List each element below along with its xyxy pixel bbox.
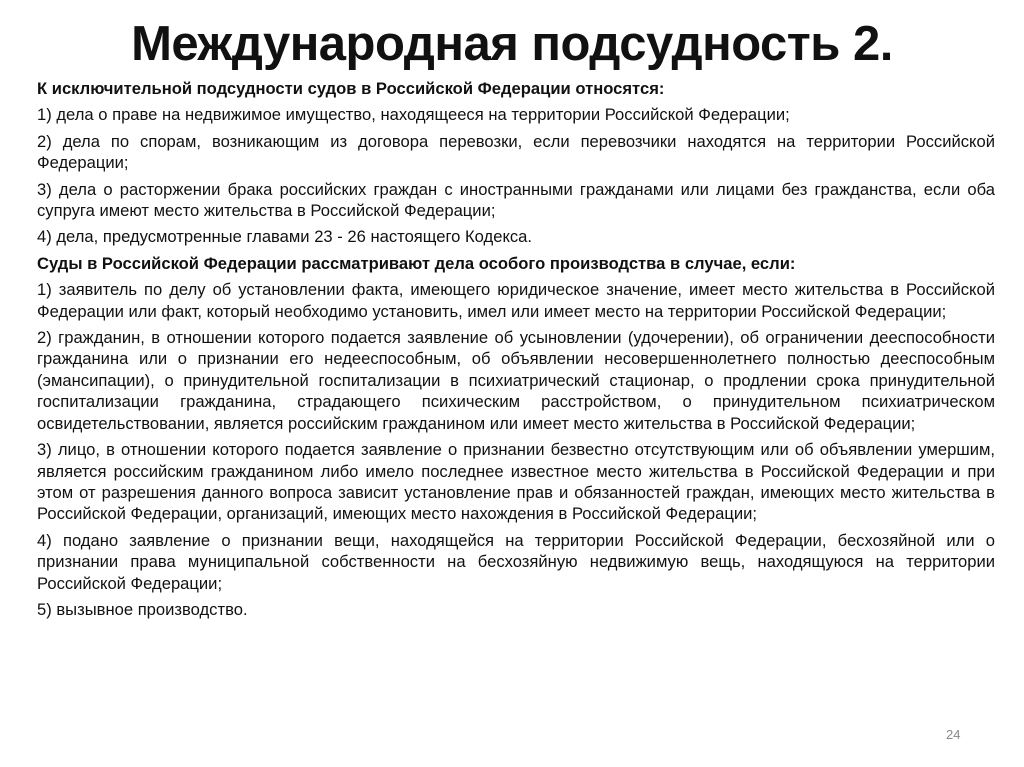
list-item: 4) подано заявление о признании вещи, находящейся на территории Российской Федерации, бесхозяйной или о признании права муниципальной собственности на бесхозяйную недвижимую вещь, находящуюся на территории Российской Федерации; — [37, 530, 995, 593]
list-item: 4) дела, предусмотренные главами 23 - 26 настоящего Кодекса. — [37, 227, 533, 247]
section1-heading: К исключительной подсудности судов в Российской Федерации относятся: — [37, 79, 665, 98]
list-item: 1) заявитель по делу об установлении факта, имеющего юридическое значение, имеет место жительства в Российской Федерации или факт, который необходимо установить, имел или имеет место на территории Российской Федерации; — [37, 280, 995, 321]
list-item: 3) дела о расторжении брака российских граждан с иностранными гражданами или лицами без гражданства, если оба супруга имеют место жительства в Российской Федерации; — [37, 179, 995, 221]
slide-title: Международная подсудность 2. — [131, 17, 893, 71]
slide-body — [37, 78, 995, 625]
list-item: 3) лицо, в отношении которого подается заявление о признании безвестно отсутствующим или об объявлении умершим, является российским гражданином либо имело последнее известное место жительства в Российской Федерации и при этом от разрешения данного вопроса зависит установление прав и обязанностей граждан, имеющих место жительства в Российской Федерации, организаций, имеющих место нахождения в Российской Федерации; — [37, 440, 995, 524]
list-item: 2) гражданин, в отношении которого подается заявление об усыновлении (удочерении), об ограничении дееспособности гражданина или о признании его недееспособным, об объявлении несовершеннолетнего полностью дееспособным (эмансипации), о принудительной госпитализации в психиатрический стационар, о продлении срока принудительной госпитализации гражданина, страдающего психическим расстройством, о принудительном психиатрическом освидетельствовании, является российским гражданином или имеет место жительства в Российской Федерации; — [37, 328, 995, 433]
list-item: 1) дела о праве на недвижимое имущество, находящееся на территории Российской Федерации; — [37, 105, 790, 125]
page-number: 24 — [946, 727, 961, 742]
list-item: 2) дела по спорам, возникающим из договора перевозки, если перевозчики находятся на территории Российской Федерации; — [37, 131, 995, 173]
list-item: 5) вызывное производство. — [37, 599, 248, 619]
section2-heading: Суды в Российской Федерации рассматривают дела особого производства в случае, если: — [37, 253, 796, 273]
